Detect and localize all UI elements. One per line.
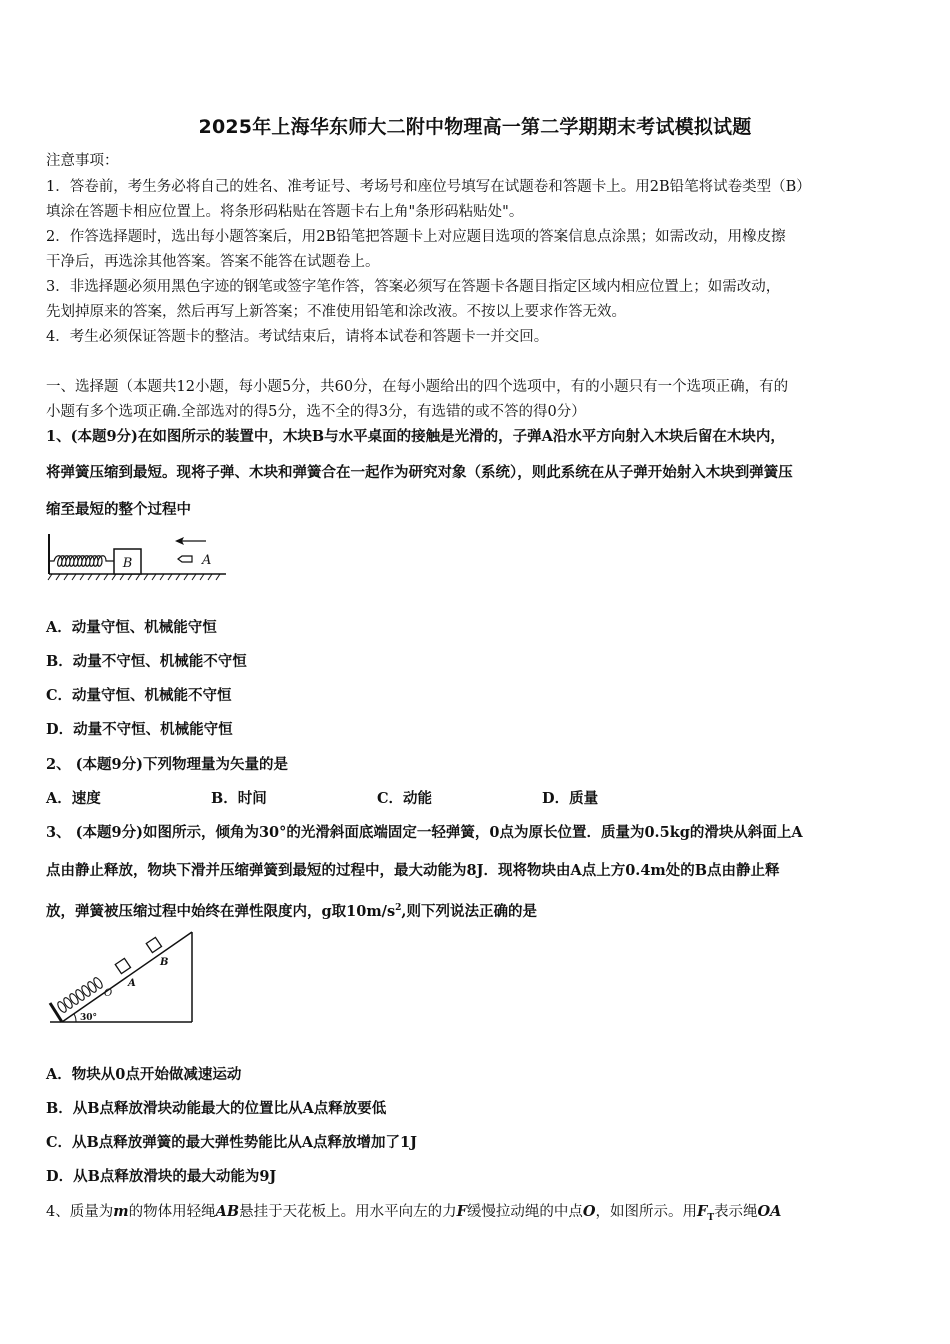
q3-option-b: B．从B点释放滑块动能最大的位置比从A点释放要低 <box>46 1100 387 1117</box>
q4-text: 表示绳 <box>714 1204 758 1220</box>
q1-option-b: B．动量不守恒、机械能不守恒 <box>46 653 247 670</box>
q4-stem <box>46 1202 916 1228</box>
q2-option-c: C．动能 <box>377 790 433 807</box>
notice-line: 干净后，再选涂其他答案。答案不能答在试题卷上。 <box>46 254 380 270</box>
q1-stem-line: 将弹簧压缩到最短。现将子弹、木块和弹簧合在一起作为研究对象（系统），则此系统在从子弹开始射入木块到弹簧压 <box>46 464 793 481</box>
q3-stem-text: ,则下列说法正确的是 <box>401 902 537 920</box>
q1-stem-line: 缩至最短的整个过程中 <box>46 501 191 518</box>
q1-spring-block-figure <box>44 530 234 582</box>
q3-option-c: C．从B点释放弹簧的最大弹性势能比从A点释放增加了1J <box>46 1134 417 1151</box>
q3-stem-superscript: 2 <box>395 903 402 913</box>
q2-stem: 2、 (本题9分)下列物理量为矢量的是 <box>46 756 288 773</box>
page-title: 2025年上海华东师大二附中物理高一第二学期期末考试模拟试题 <box>198 116 752 138</box>
incline-wall <box>50 1003 62 1022</box>
block-b <box>146 937 161 952</box>
q3-stem-text: 放，弹簧被压缩过程中始终在弹性限度内，g取10m/s <box>46 902 396 920</box>
block-b-label: B <box>122 556 133 571</box>
floor-hatching <box>48 574 220 580</box>
angle-label: 30° <box>80 1013 98 1023</box>
q4-mass-symbol: m <box>113 1203 129 1220</box>
q1-option-a: A．动量守恒、机械能守恒 <box>46 619 217 636</box>
q2-option-b: B．时间 <box>211 790 267 807</box>
section-heading: 一、选择题（本题共12小题，每小题5分，共60分，在每小题给出的四个选项中，有的小题只有一个选项正确，有的 <box>46 379 789 395</box>
q3-stem-line <box>46 898 916 922</box>
q3-incline-figure <box>44 930 196 1028</box>
q4-tension-subscript: T <box>707 1212 715 1223</box>
q3-option-d: D．从B点释放滑块的最大动能为9J <box>46 1168 277 1185</box>
q1-option-c: C．动量守恒、机械能不守恒 <box>46 687 232 704</box>
bullet-a <box>178 556 192 562</box>
spring <box>49 556 114 567</box>
q4-text: 悬挂于天花板上。用水平向左的力 <box>239 1204 457 1220</box>
q2-option-a: A．速度 <box>46 790 101 807</box>
label-o: O <box>104 988 113 999</box>
q4-text: 4、质量为 <box>46 1204 114 1220</box>
notice-line: 填涂在答题卡相应位置上。将条形码粘贴在答题卡右上角"条形码粘贴处"。 <box>46 204 524 220</box>
q4-tension-symbol: F <box>697 1203 708 1220</box>
q2-option-d: D．质量 <box>542 790 599 807</box>
label-a: A <box>128 978 136 989</box>
q4-point-symbol: O <box>582 1203 596 1220</box>
q3-option-a: A．物块从0点开始做减速运动 <box>46 1066 242 1083</box>
label-b: B <box>160 957 169 968</box>
q4-rope-oa-symbol: OA <box>757 1203 782 1220</box>
block-a <box>115 958 130 973</box>
notice-line: 1．答卷前，考生务必将自己的姓名、准考证号、考场号和座位号填写在试题卷和答题卡上。用2B铅笔将试卷类型（B） <box>46 179 811 195</box>
notice-line: 2．作答选择题时，选出每小题答案后，用2B铅笔把答题卡上对应题目选项的答案信息点涂黑；如需改动，用橡皮擦 <box>46 229 786 245</box>
angle-arc <box>74 1014 76 1022</box>
notice-line: 3．非选择题必须用黑色字迹的钢笔或签字笔作答，答案必须写在答题卡各题目指定区域内相应位置上；如需改动， <box>46 279 781 295</box>
notice-line: 先划掉原来的答案，然后再写上新答案；不准使用铅笔和涂改液。不按以上要求作答无效。 <box>46 304 626 320</box>
section-heading: 小题有多个选项正确.全部选对的得5分，选不全的得3分，有选错的或不答的得0分） <box>46 404 586 420</box>
q4-text: 的物体用轻绳 <box>128 1204 216 1220</box>
q4-force-symbol: F <box>456 1203 467 1220</box>
incline-slope <box>62 932 192 1022</box>
spring <box>56 976 104 1013</box>
q4-rope-symbol: AB <box>215 1203 240 1220</box>
q1-option-d: D．动量不守恒、机械能守恒 <box>46 721 233 738</box>
bullet-a-label: A <box>202 553 212 568</box>
notice-line: 4．考生必须保证答题卡的整洁。考试结束后，请将本试卷和答题卡一并交回。 <box>46 329 549 345</box>
q3-stem-line: 点由静止释放，物块下滑并压缩弹簧到最短的过程中，最大动能为8J．现将物块由A点上方0.4m处的B点由静止释 <box>46 862 780 879</box>
q3-stem-line: 3、 (本题9分)如图所示，倾角为30°的光滑斜面底端固定一轻弹簧，0点为原长位置．质量为0.5kg的滑块从斜面上A <box>46 824 803 841</box>
q4-text: ，如图所示。用 <box>595 1204 698 1220</box>
notice-heading: 注意事项： <box>46 153 119 169</box>
q1-stem-line: 1、(本题9分)在如图所示的装置中，木块B与水平桌面的接触是光滑的，子弹A沿水平方向射入木块后留在木块内， <box>46 428 785 445</box>
q4-text: 缓慢拉动绳的中点 <box>466 1204 583 1220</box>
